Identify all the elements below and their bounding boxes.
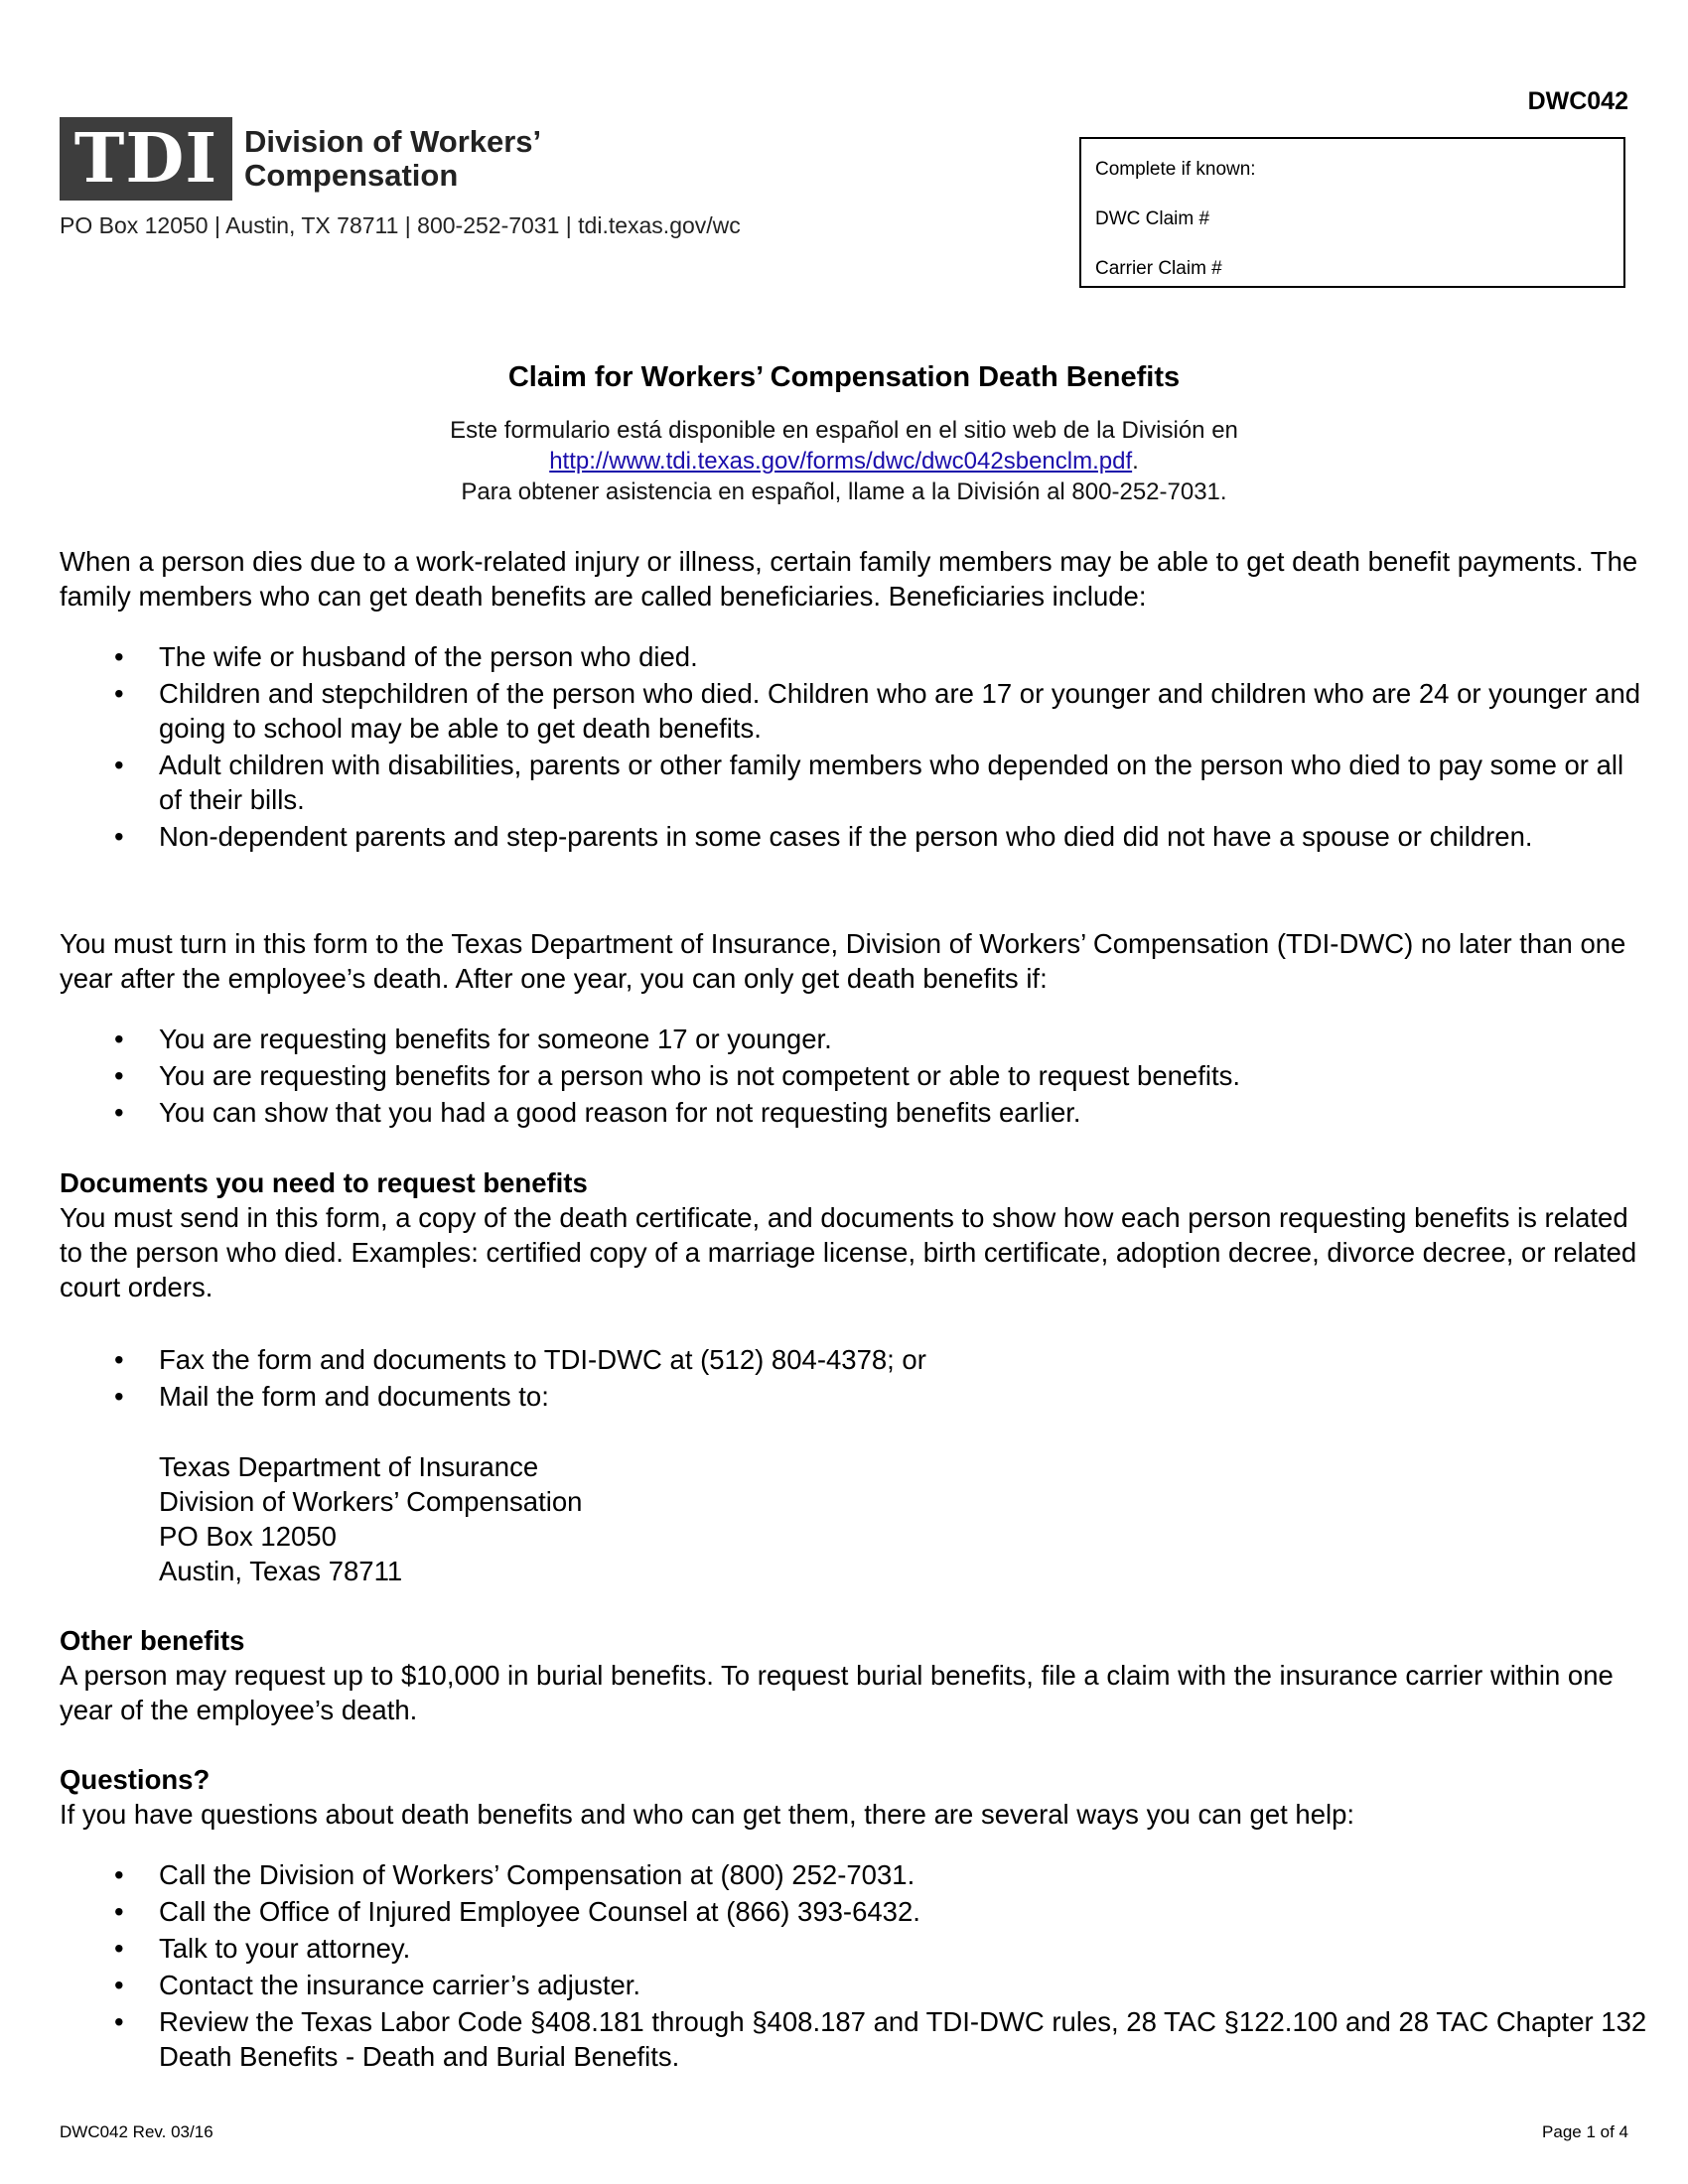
documents-paragraph: You must send in this form, a copy of the death certificate, and documents to show how each person requesting benefits is related to the person who died. Examples: certified copy of a marriage license, birth certificate, adoption decree, divorce decree, or related court orders. xyxy=(60,1202,1637,1302)
list-item: • You are requesting benefits for someone 17 or younger. xyxy=(60,1022,1648,1056)
list-item: • Call the Office of Injured Employee Counsel at (866) 393-6432. xyxy=(60,1894,1648,1929)
org-line-1: Division of Workers’ xyxy=(244,124,542,159)
exceptions-list xyxy=(60,1022,1648,1132)
beneficiary-list xyxy=(60,639,1648,856)
address-line: Division of Workers’ Compensation xyxy=(159,1486,583,1517)
list-item: • Talk to your attorney. xyxy=(60,1931,1648,1966)
questions-paragraph: If you have questions about death benefits and who can get them, there are several ways you can get help: xyxy=(60,1799,1355,1830)
other-benefits-paragraph: A person may request up to $10,000 in burial benefits. To request burial benefits, file a claim with the insurance carrier within one year of the employee’s death. xyxy=(60,1660,1614,1725)
deadline-paragraph: You must turn in this form to the Texas Department of Insurance, Division of Workers’ Compensation (TDI-DWC) no later than one year after the employee’s death. After one year, you can only get death benefits if: xyxy=(60,928,1626,994)
claim-number-box xyxy=(1079,137,1625,288)
spanish-link-line xyxy=(0,446,1688,477)
carrier-claim-field[interactable]: Carrier Claim # xyxy=(1095,258,1222,279)
intro-paragraph: When a person dies due to a work-related injury or illness, certain family members may be able to get death benefit payments. The family members who can get death benefits are called beneficiaries. Beneficiaries include: xyxy=(60,546,1638,612)
tdi-logo: TDI xyxy=(60,117,232,201)
list-item: • Contact the insurance carrier’s adjuster. xyxy=(60,1968,1648,2002)
page-title: Claim for Workers’ Compensation Death Benefits xyxy=(507,361,1181,393)
list-item: • Children and stepchildren of the person who died. Children who are 17 or younger and children who are 24 or younger and going to school may be able to get death benefits. xyxy=(60,676,1648,746)
address-line: PO Box 12050 xyxy=(159,1521,337,1552)
org-line-2: Compensation xyxy=(244,158,459,193)
spanish-line-3: Para obtener asistencia en español, llame a la División al 800-252-7031. xyxy=(461,478,1227,505)
claim-box-title: Complete if known: xyxy=(1095,159,1256,180)
list-item: • You are requesting benefits for a person who is not competent or able to request benefits. xyxy=(60,1058,1648,1093)
list-item: • Adult children with disabilities, parents or other family members who depended on the person who died to pay some or all of their bills. xyxy=(60,748,1648,817)
list-item: • Call the Division of Workers’ Compensation at (800) 252-7031. xyxy=(60,1857,1648,1892)
list-item: • Non-dependent parents and step-parents in some cases if the person who died did not have a spouse or children. xyxy=(60,819,1648,854)
list-item: • Mail the form and documents to: xyxy=(60,1379,1648,1414)
list-item: • The wife or husband of the person who died. xyxy=(60,639,1648,674)
spanish-form-link[interactable]: http://www.tdi.texas.gov/forms/dwc/dwc042sbenclm.pdf xyxy=(549,448,1133,475)
address-line: Texas Department of Insurance xyxy=(159,1451,539,1482)
dwc-claim-field[interactable]: DWC Claim # xyxy=(1095,208,1210,229)
mailing-address xyxy=(159,1449,582,1588)
spanish-notice xyxy=(0,415,1688,507)
spanish-link-suffix: . xyxy=(1132,448,1139,475)
spanish-line-1: Este formulario está disponible en español en el sitio web de la División en xyxy=(450,417,1238,444)
contact-info: PO Box 12050 | Austin, TX 78711 | 800-252-7031 | tdi.texas.gov/wc xyxy=(60,212,741,238)
form-code: DWC042 xyxy=(1527,87,1628,115)
revision-footer: DWC042 Rev. 03/16 xyxy=(60,2122,213,2141)
list-item: • Fax the form and documents to TDI-DWC at (512) 804-4378; or xyxy=(60,1342,1648,1377)
list-item: • Review the Texas Labor Code §408.181 through §408.187 and TDI-DWC rules, 28 TAC §122.100 and 28 TAC Chapter 132 Death Benefits - Death and Burial Benefits. xyxy=(60,2004,1648,2074)
other-benefits-heading: Other benefits xyxy=(60,1625,245,1656)
address-line: Austin, Texas 78711 xyxy=(159,1556,403,1586)
questions-heading: Questions? xyxy=(60,1764,211,1795)
organization-name xyxy=(244,125,541,193)
help-list xyxy=(60,1857,1648,2076)
page-number: Page 1 of 4 xyxy=(1542,2122,1628,2141)
submission-list xyxy=(60,1342,1648,1416)
list-item: • You can show that you had a good reason for not requesting benefits earlier. xyxy=(60,1095,1648,1130)
documents-heading: Documents you need to request benefits xyxy=(60,1167,588,1198)
